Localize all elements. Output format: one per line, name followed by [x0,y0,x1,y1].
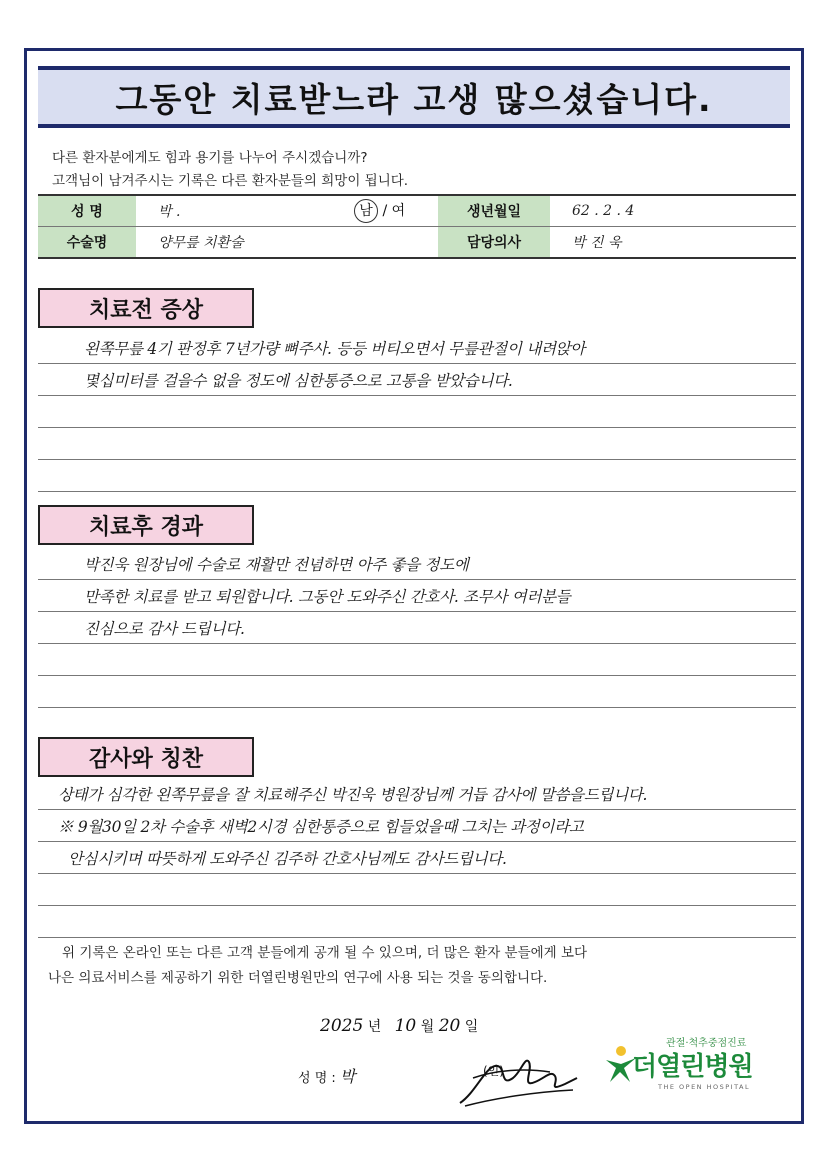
writing-line [38,612,796,644]
writing-line [38,548,796,580]
date-year: 2025 [320,1016,364,1036]
signature-label: 성 명 : [298,1071,336,1086]
handwritten-text: 몇십미터를 걸을수 없을 정도에 심한통증으로 고통을 받았습니다. [84,372,513,390]
gender-separator: / [382,203,388,219]
writing-line [38,644,796,676]
writing-line [38,874,796,906]
birth-label: 생년월일 [438,195,550,227]
doctor-field[interactable] [550,227,796,259]
consent-line-1: 위 기록은 온라인 또는 다른 고객 분들에게 공개 될 수 있으며, 더 많은 환자 분들에게 보다 [62,945,588,961]
writing-line [38,676,796,708]
signature-mark [455,1048,585,1110]
logo-name: 더열린병원 [632,1052,753,1082]
signature-name: 박 [339,1067,356,1086]
intro-line-2: 고객님이 남겨주시는 기록은 다른 환자분들의 희망이 됩니다. [52,173,409,189]
section-before-heading: 치료전 증상 [38,288,254,328]
handwritten-text: 상태가 심각한 왼쪽무릎을 잘 치료해주신 박진욱 병원장님께 거듭 감사에 말씀을드립니다. [58,786,648,804]
section-before-lines[interactable] [38,332,796,492]
writing-line [38,460,796,492]
date-month-unit: 월 [420,1019,435,1035]
gender-field[interactable] [354,195,438,227]
surgery-value: 양무릎 치환술 [158,235,244,251]
birth-value: 62 . 2 . 4 [572,203,635,219]
writing-line [38,810,796,842]
handwritten-text: 안심시키며 따뜻하게 도와주신 김주하 간호사님께도 감사드립니다. [68,850,507,868]
intro-line-1: 다른 환자분에게도 힘과 용기를 나누어 주시겠습니까? [52,150,368,166]
signature-scribble-icon [455,1048,585,1110]
title-banner [38,66,790,128]
section-after-lines[interactable] [38,548,796,708]
patient-info-table [38,194,796,259]
writing-line [38,778,796,810]
section-after-heading: 치료후 경과 [38,505,254,545]
handwritten-text: 왼쪽무릎 4기 판정후 7년가량 뼈주사. 등등 버티오면서 무릎관절이 내려앉아 [84,340,585,358]
gender-female: 여 [391,203,406,219]
surgery-label: 수술명 [38,227,136,259]
hospital-logo [604,1034,794,1104]
doctor-label: 담당의사 [438,227,550,259]
date-month: 10 [394,1016,417,1036]
birth-field[interactable] [550,195,796,227]
date-day-unit: 일 [464,1019,479,1035]
date-field[interactable] [320,1016,478,1036]
page-title: 그동안 치료받느라 고생 많으셨습니다. [115,79,713,119]
surgery-field[interactable] [136,227,438,259]
handwritten-text: 박진욱 원장님에 수술로 재활만 전념하면 아주 좋을 정도에 [84,556,469,574]
name-field[interactable] [136,195,354,227]
writing-line [38,906,796,938]
signature-seal-text: (인) [483,1064,504,1078]
handwritten-text: ※ 9월30일 2차 수술후 새벽2시경 심한통증으로 힘들었을때 그치는 과정이라고 [58,818,584,836]
date-year-unit: 년 [367,1019,382,1035]
gender-male: 남 [354,199,378,223]
handwritten-text: 만족한 치료를 받고 퇴원합니다. 그동안 도와주신 간호사. 조무사 여러분들 [84,588,571,606]
writing-line [38,580,796,612]
date-day: 20 [438,1016,461,1036]
logo-tagline: 관절·척추중점진료 [666,1038,747,1049]
consent-line-2: 나은 의료서비스를 제공하기 위한 더열린병원만의 연구에 사용 되는 것을 동의합니다. [48,970,548,986]
section-thanks-lines[interactable] [38,778,796,938]
writing-line [38,364,796,396]
writing-line [38,428,796,460]
writing-line [38,842,796,874]
name-value: 박 . [158,204,181,220]
doctor-value: 박 진 욱 [572,235,622,251]
logo-subtitle: THE OPEN HOSPITAL [658,1083,751,1091]
handwritten-text: 진심으로 감사 드립니다. [84,620,245,638]
name-label: 성 명 [38,195,136,227]
writing-line [38,396,796,428]
signature-field[interactable] [298,1064,355,1087]
writing-line [38,332,796,364]
section-thanks-heading: 감사와 칭찬 [38,737,254,777]
